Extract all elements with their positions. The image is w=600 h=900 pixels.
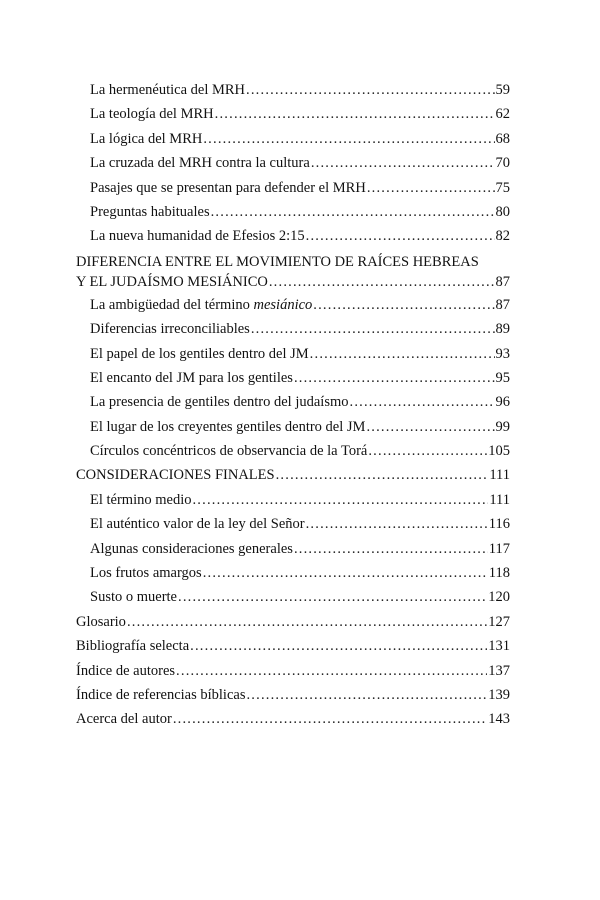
- toc-leader-dots: [246, 78, 494, 102]
- toc-page-number: 131: [488, 638, 510, 655]
- toc-entry-title-text: La ambigüedad del término: [90, 296, 254, 313]
- toc-entry[interactable]: [76, 390, 510, 414]
- toc-entry[interactable]: [76, 293, 510, 317]
- toc-page-number: 93: [495, 345, 510, 362]
- toc-leader-dots: [294, 366, 495, 390]
- toc-entry-title: Pasajes que se presentan para defender el MRH: [90, 179, 366, 196]
- toc-page-number: 70: [495, 155, 510, 172]
- toc-entry-title: Índice de referencias bíblicas: [76, 686, 246, 703]
- toc-leader-dots: [215, 102, 495, 126]
- toc-page-number: 82: [495, 228, 510, 245]
- toc-leader-dots: [251, 317, 495, 341]
- toc-page-number: 96: [495, 394, 510, 411]
- toc-page-number: 118: [488, 565, 510, 582]
- toc-entry[interactable]: [76, 200, 510, 224]
- toc-page-number: 111: [489, 491, 510, 508]
- toc-chapter-title-line2-row: [76, 271, 510, 293]
- toc-leader-dots: [211, 200, 495, 224]
- toc-page-number: 59: [495, 82, 510, 98]
- toc-page-number: 87: [495, 273, 510, 290]
- toc-backmatter-entry[interactable]: [76, 610, 510, 634]
- toc-entry-title: Acerca del autor: [76, 711, 172, 728]
- toc-entry-title: La lógica del MRH: [90, 130, 203, 147]
- toc-page-number: 137: [488, 662, 510, 679]
- toc-leader-dots: [366, 415, 494, 439]
- toc-entry-title: Círculos concéntricos de observancia de la Torá: [90, 443, 368, 460]
- toc-entry-title: Diferencias irreconciliables: [90, 321, 250, 338]
- toc-entry-title: [90, 293, 312, 317]
- toc-page-number: 143: [488, 711, 510, 728]
- toc-entry[interactable]: [76, 366, 510, 390]
- toc-chapter-title-line2: Y EL JUDAÍSMO MESIÁNICO: [76, 273, 268, 290]
- toc-leader-dots: [350, 390, 495, 414]
- toc-page-number: 87: [495, 296, 510, 313]
- toc-entry-title: La teología del MRH: [90, 106, 214, 123]
- toc-page-number: 95: [495, 369, 510, 386]
- toc-entry[interactable]: [76, 585, 510, 609]
- toc-entry-title: El término medio: [90, 491, 192, 508]
- toc-leader-dots: [310, 342, 495, 366]
- toc-entry-title: La nueva humanidad de Efesios 2:15: [90, 228, 305, 245]
- toc-entry[interactable]: [76, 151, 510, 175]
- toc-leader-dots: [246, 683, 487, 707]
- toc-entry-title: Susto o muerte: [90, 589, 177, 606]
- toc-page-number: 116: [488, 516, 510, 533]
- toc-leader-dots: [190, 634, 487, 658]
- toc-page-number: 105: [488, 443, 510, 460]
- toc-page-number: 62: [495, 106, 510, 123]
- toc-chapter-consideraciones[interactable]: [76, 463, 510, 487]
- toc-leader-dots: [276, 463, 489, 487]
- toc-page-number: 117: [488, 540, 510, 557]
- toc-chapter-diferencia[interactable]: [76, 249, 510, 293]
- toc-leader-dots: [173, 707, 487, 731]
- toc-leader-dots: [269, 271, 495, 293]
- toc-entry[interactable]: [76, 224, 510, 248]
- toc-leader-dots: [178, 585, 487, 609]
- toc-entry-title: Bibliografía selecta: [76, 638, 190, 655]
- toc-entry-title: El lugar de los creyentes gentiles dentro del JM: [90, 418, 366, 435]
- toc-leader-dots: [176, 659, 487, 683]
- toc-entry[interactable]: [76, 488, 510, 512]
- toc-entry-title: Algunas consideraciones generales: [90, 540, 293, 557]
- toc-entry[interactable]: [76, 127, 510, 151]
- toc-page-number: 68: [495, 130, 510, 147]
- toc-entry[interactable]: [76, 102, 510, 126]
- toc-entry-title: Los frutos amargos: [90, 565, 202, 582]
- toc-leader-dots: [192, 488, 488, 512]
- toc-page-number: 139: [488, 686, 510, 703]
- toc-entry[interactable]: [76, 176, 510, 200]
- toc-entry-title-italic: mesiánico: [253, 296, 313, 313]
- toc-entry-title: El auténtico valor de la ley del Señor: [90, 516, 305, 533]
- toc-page-number: 80: [495, 203, 510, 220]
- toc-entry-title: Preguntas habituales: [90, 203, 210, 220]
- toc-page-number: 111: [489, 467, 510, 484]
- toc-chapter-title: CONSIDERACIONES FINALES: [76, 467, 275, 484]
- toc-leader-dots: [294, 537, 488, 561]
- toc-backmatter-entry[interactable]: [76, 659, 510, 683]
- toc-entry-title: La hermenéutica del MRH: [90, 82, 246, 98]
- toc-chapter-title-line1: DIFERENCIA ENTRE EL MOVIMIENTO DE RAÍCES HEBREAS: [76, 253, 479, 270]
- toc-backmatter-entry[interactable]: [76, 707, 510, 731]
- toc-entry-title: La presencia de gentiles dentro del judaísmo: [90, 394, 349, 411]
- toc-entry[interactable]: [76, 415, 510, 439]
- toc-entry[interactable]: [76, 537, 510, 561]
- toc-leader-dots: [203, 127, 494, 151]
- toc-entry[interactable]: [76, 342, 510, 366]
- toc-leader-dots: [306, 512, 488, 536]
- toc-backmatter-entry[interactable]: [76, 683, 510, 707]
- toc-entry-title: Índice de autores: [76, 662, 176, 679]
- toc-entry-title: Glosario: [76, 613, 126, 630]
- toc-leader-dots: [311, 151, 495, 175]
- toc-entry[interactable]: [76, 561, 510, 585]
- toc-page-number: 120: [488, 589, 510, 606]
- toc-entry-title: El papel de los gentiles dentro del JM: [90, 345, 309, 362]
- toc-entry[interactable]: [76, 78, 510, 102]
- toc-entry[interactable]: [76, 439, 510, 463]
- toc-page-number: 75: [495, 179, 510, 196]
- table-of-contents: [76, 78, 510, 732]
- toc-leader-dots: [368, 439, 487, 463]
- toc-entry[interactable]: [76, 317, 510, 341]
- toc-leader-dots: [367, 176, 495, 200]
- toc-leader-dots: [313, 293, 494, 317]
- toc-backmatter-entry[interactable]: [76, 634, 510, 658]
- toc-leader-dots: [306, 224, 495, 248]
- toc-page-number: 99: [495, 418, 510, 435]
- toc-page-number: 89: [495, 321, 510, 338]
- toc-entry[interactable]: [76, 512, 510, 536]
- toc-leader-dots: [127, 610, 487, 634]
- toc-page-number: 127: [488, 613, 510, 630]
- toc-leader-dots: [203, 561, 488, 585]
- toc-entry-title: El encanto del JM para los gentiles: [90, 369, 293, 386]
- toc-entry-title: La cruzada del MRH contra la cultura: [90, 155, 310, 172]
